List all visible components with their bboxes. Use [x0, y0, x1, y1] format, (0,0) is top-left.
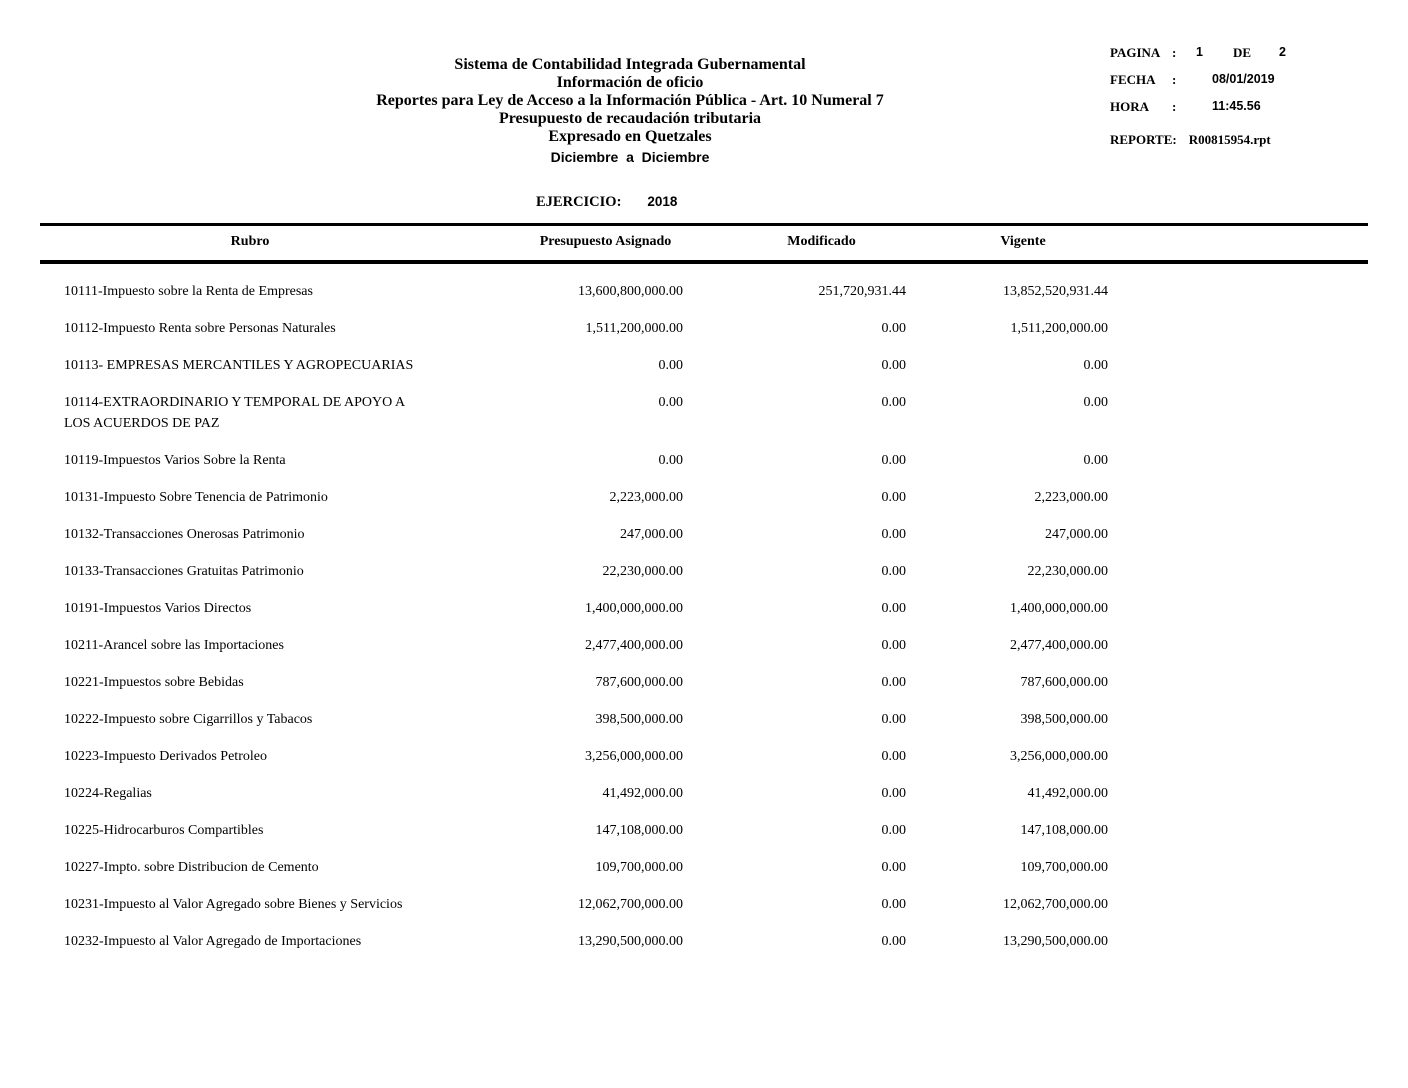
rubro-cell: 10191-Impuestos Varios Directos — [64, 601, 252, 616]
vigente-cell: 3,256,000,000.00 — [1010, 749, 1108, 764]
modificado-cell: 251,720,931.44 — [818, 284, 906, 299]
asignado-cell: 147,108,000.00 — [595, 823, 683, 838]
meta-pagina-row — [1110, 45, 1400, 72]
vigente-cell: 147,108,000.00 — [1020, 823, 1108, 838]
pagina-value: 1 — [1196, 45, 1203, 59]
pagina-label: PAGINA — [1110, 45, 1161, 60]
table-row — [40, 561, 1368, 598]
vigente-cell: 12,062,700,000.00 — [1003, 897, 1108, 912]
meta-hora-row — [1110, 99, 1400, 126]
hora-label: HORA — [1110, 99, 1149, 114]
system-title: Sistema de Contabilidad Integrada Gubernamental — [454, 56, 806, 73]
fecha-value: 08/01/2019 — [1212, 72, 1275, 86]
asignado-cell: 1,511,200,000.00 — [585, 321, 683, 336]
table-row — [40, 783, 1368, 820]
table-row — [40, 355, 1368, 392]
asignado-cell: 22,230,000.00 — [602, 564, 683, 579]
meta-fecha-row — [1110, 72, 1400, 99]
rubro-cell: 10227-Impto. sobre Distribucion de Cemento — [64, 860, 319, 875]
rubro-cell: 10223-Impuesto Derivados Petroleo — [64, 749, 267, 764]
asignado-cell: 0.00 — [658, 395, 683, 410]
rubro-cell: 10132-Transacciones Onerosas Patrimonio — [64, 527, 305, 542]
modificado-cell: 0.00 — [881, 786, 906, 801]
table-row — [40, 487, 1368, 524]
meta-reporte-row — [1110, 132, 1400, 159]
modificado-cell: 0.00 — [881, 490, 906, 505]
ejercicio-value: 2018 — [647, 194, 678, 209]
fecha-colon: : — [1172, 72, 1177, 87]
asignado-cell: 247,000.00 — [620, 527, 683, 542]
de-value: 2 — [1279, 45, 1286, 59]
modificado-cell: 0.00 — [881, 934, 906, 949]
vigente-cell: 0.00 — [1083, 358, 1108, 373]
modificado-cell: 0.00 — [881, 527, 906, 542]
modificado-cell: 0.00 — [881, 712, 906, 727]
asignado-cell: 41,492,000.00 — [602, 786, 683, 801]
asignado-cell: 398,500,000.00 — [595, 712, 683, 727]
asignado-cell: 12,062,700,000.00 — [578, 897, 683, 912]
rubro-cell: 10133-Transacciones Gratuitas Patrimonio — [64, 564, 304, 579]
column-header-rubro: Rubro — [230, 234, 270, 249]
table-row — [40, 857, 1368, 894]
ejercicio-label: EJERCICIO: — [536, 194, 622, 210]
ejercicio-line — [536, 194, 677, 211]
report-title-block — [40, 56, 1220, 166]
vigente-cell: 247,000.00 — [1045, 527, 1108, 542]
table-row — [40, 392, 1368, 450]
modificado-cell: 0.00 — [881, 638, 906, 653]
vigente-cell: 0.00 — [1083, 395, 1108, 410]
reporte-label: REPORTE: — [1110, 132, 1177, 147]
asignado-cell: 3,256,000,000.00 — [585, 749, 683, 764]
budget-table — [40, 223, 1368, 968]
asignado-cell: 0.00 — [658, 453, 683, 468]
table-row — [40, 894, 1368, 931]
vigente-cell: 13,852,520,931.44 — [1003, 284, 1108, 299]
asignado-cell: 787,600,000.00 — [595, 675, 683, 690]
rubro-cell: 10221-Impuestos sobre Bebidas — [64, 675, 244, 690]
hora-value: 11:45.56 — [1212, 99, 1261, 113]
table-row — [40, 931, 1368, 968]
rubro-cell: 10224-Regalias — [64, 786, 152, 801]
asignado-cell: 2,477,400,000.00 — [585, 638, 683, 653]
modificado-cell: 0.00 — [881, 823, 906, 838]
rubro-cell: 10113- EMPRESAS MERCANTILES Y AGROPECUARIAS — [64, 358, 414, 373]
column-header-asignado: Presupuesto Asignado — [539, 234, 672, 249]
vigente-cell: 109,700,000.00 — [1020, 860, 1108, 875]
modificado-cell: 0.00 — [881, 564, 906, 579]
asignado-cell: 13,600,800,000.00 — [578, 284, 683, 299]
rubro-cell: 10225-Hidrocarburos Compartibles — [64, 823, 264, 838]
table-header-row — [40, 226, 1368, 260]
asignado-cell: 2,223,000.00 — [609, 490, 683, 505]
rubro-cell: 10131-Impuesto Sobre Tenencia de Patrimonio — [64, 490, 328, 505]
modificado-cell: 0.00 — [881, 749, 906, 764]
column-header-modificado: Modificado — [787, 234, 856, 249]
table-row — [40, 672, 1368, 709]
vigente-cell: 13,290,500,000.00 — [1003, 934, 1108, 949]
asignado-cell: 109,700,000.00 — [595, 860, 683, 875]
vigente-cell: 0.00 — [1083, 453, 1108, 468]
hora-colon: : — [1172, 99, 1177, 114]
de-label: DE — [1232, 45, 1252, 60]
table-row — [40, 635, 1368, 672]
table-body — [40, 264, 1368, 968]
vigente-cell: 2,223,000.00 — [1034, 490, 1108, 505]
modificado-cell: 0.00 — [881, 897, 906, 912]
table-row — [40, 318, 1368, 355]
subtitle-presupuesto: Presupuesto de recaudación tributaria — [498, 110, 762, 127]
modificado-cell: 0.00 — [881, 453, 906, 468]
rubro-cell: 10211-Arancel sobre las Importaciones — [64, 638, 284, 653]
report-period: Diciembre a Diciembre — [550, 149, 710, 165]
table-row — [40, 450, 1368, 487]
rubro-cell: 10232-Impuesto al Valor Agregado de Importaciones — [64, 934, 362, 949]
subtitle-informacion: Información de oficio — [556, 74, 704, 91]
table-row — [40, 524, 1368, 561]
rubro-cell: 10222-Impuesto sobre Cigarrillos y Tabacos — [64, 712, 313, 727]
vigente-cell: 22,230,000.00 — [1027, 564, 1108, 579]
asignado-cell: 0.00 — [658, 358, 683, 373]
asignado-cell: 13,290,500,000.00 — [578, 934, 683, 949]
rubro-cell: 10111-Impuesto sobre la Renta de Empresas — [64, 284, 313, 299]
pagina-colon: : — [1172, 45, 1177, 60]
modificado-cell: 0.00 — [881, 601, 906, 616]
asignado-cell: 1,400,000,000.00 — [585, 601, 683, 616]
vigente-cell: 2,477,400,000.00 — [1010, 638, 1108, 653]
modificado-cell: 0.00 — [881, 675, 906, 690]
rubro-cell: 10112-Impuesto Renta sobre Personas Naturales — [64, 321, 336, 336]
table-row — [40, 746, 1368, 783]
table-row — [40, 820, 1368, 857]
table-row — [40, 709, 1368, 746]
reporte-value: R00815954.rpt — [1188, 132, 1271, 147]
vigente-cell: 1,400,000,000.00 — [1010, 601, 1108, 616]
rubro-cell: 10114-EXTRAORDINARIO Y TEMPORAL DE APOYO A LOS ACUERDOS DE PAZ — [64, 395, 405, 431]
subtitle-quetzales: Expresado en Quetzales — [548, 128, 712, 145]
report-meta-block — [1110, 45, 1400, 159]
modificado-cell: 0.00 — [881, 321, 906, 336]
vigente-cell: 398,500,000.00 — [1020, 712, 1108, 727]
modificado-cell: 0.00 — [881, 395, 906, 410]
table-row — [40, 281, 1368, 318]
modificado-cell: 0.00 — [881, 860, 906, 875]
vigente-cell: 787,600,000.00 — [1020, 675, 1108, 690]
vigente-cell: 1,511,200,000.00 — [1010, 321, 1108, 336]
fecha-label: FECHA — [1110, 72, 1156, 87]
modificado-cell: 0.00 — [881, 358, 906, 373]
rubro-cell: 10231-Impuesto al Valor Agregado sobre Bienes y Servicios — [64, 897, 403, 912]
subtitle-ley-acceso: Reportes para Ley de Acceso a la Información Pública - Art. 10 Numeral 7 — [376, 92, 884, 109]
column-header-vigente: Vigente — [1000, 234, 1046, 249]
rubro-cell: 10119-Impuestos Varios Sobre la Renta — [64, 453, 286, 468]
table-row — [40, 598, 1368, 635]
vigente-cell: 41,492,000.00 — [1027, 786, 1108, 801]
